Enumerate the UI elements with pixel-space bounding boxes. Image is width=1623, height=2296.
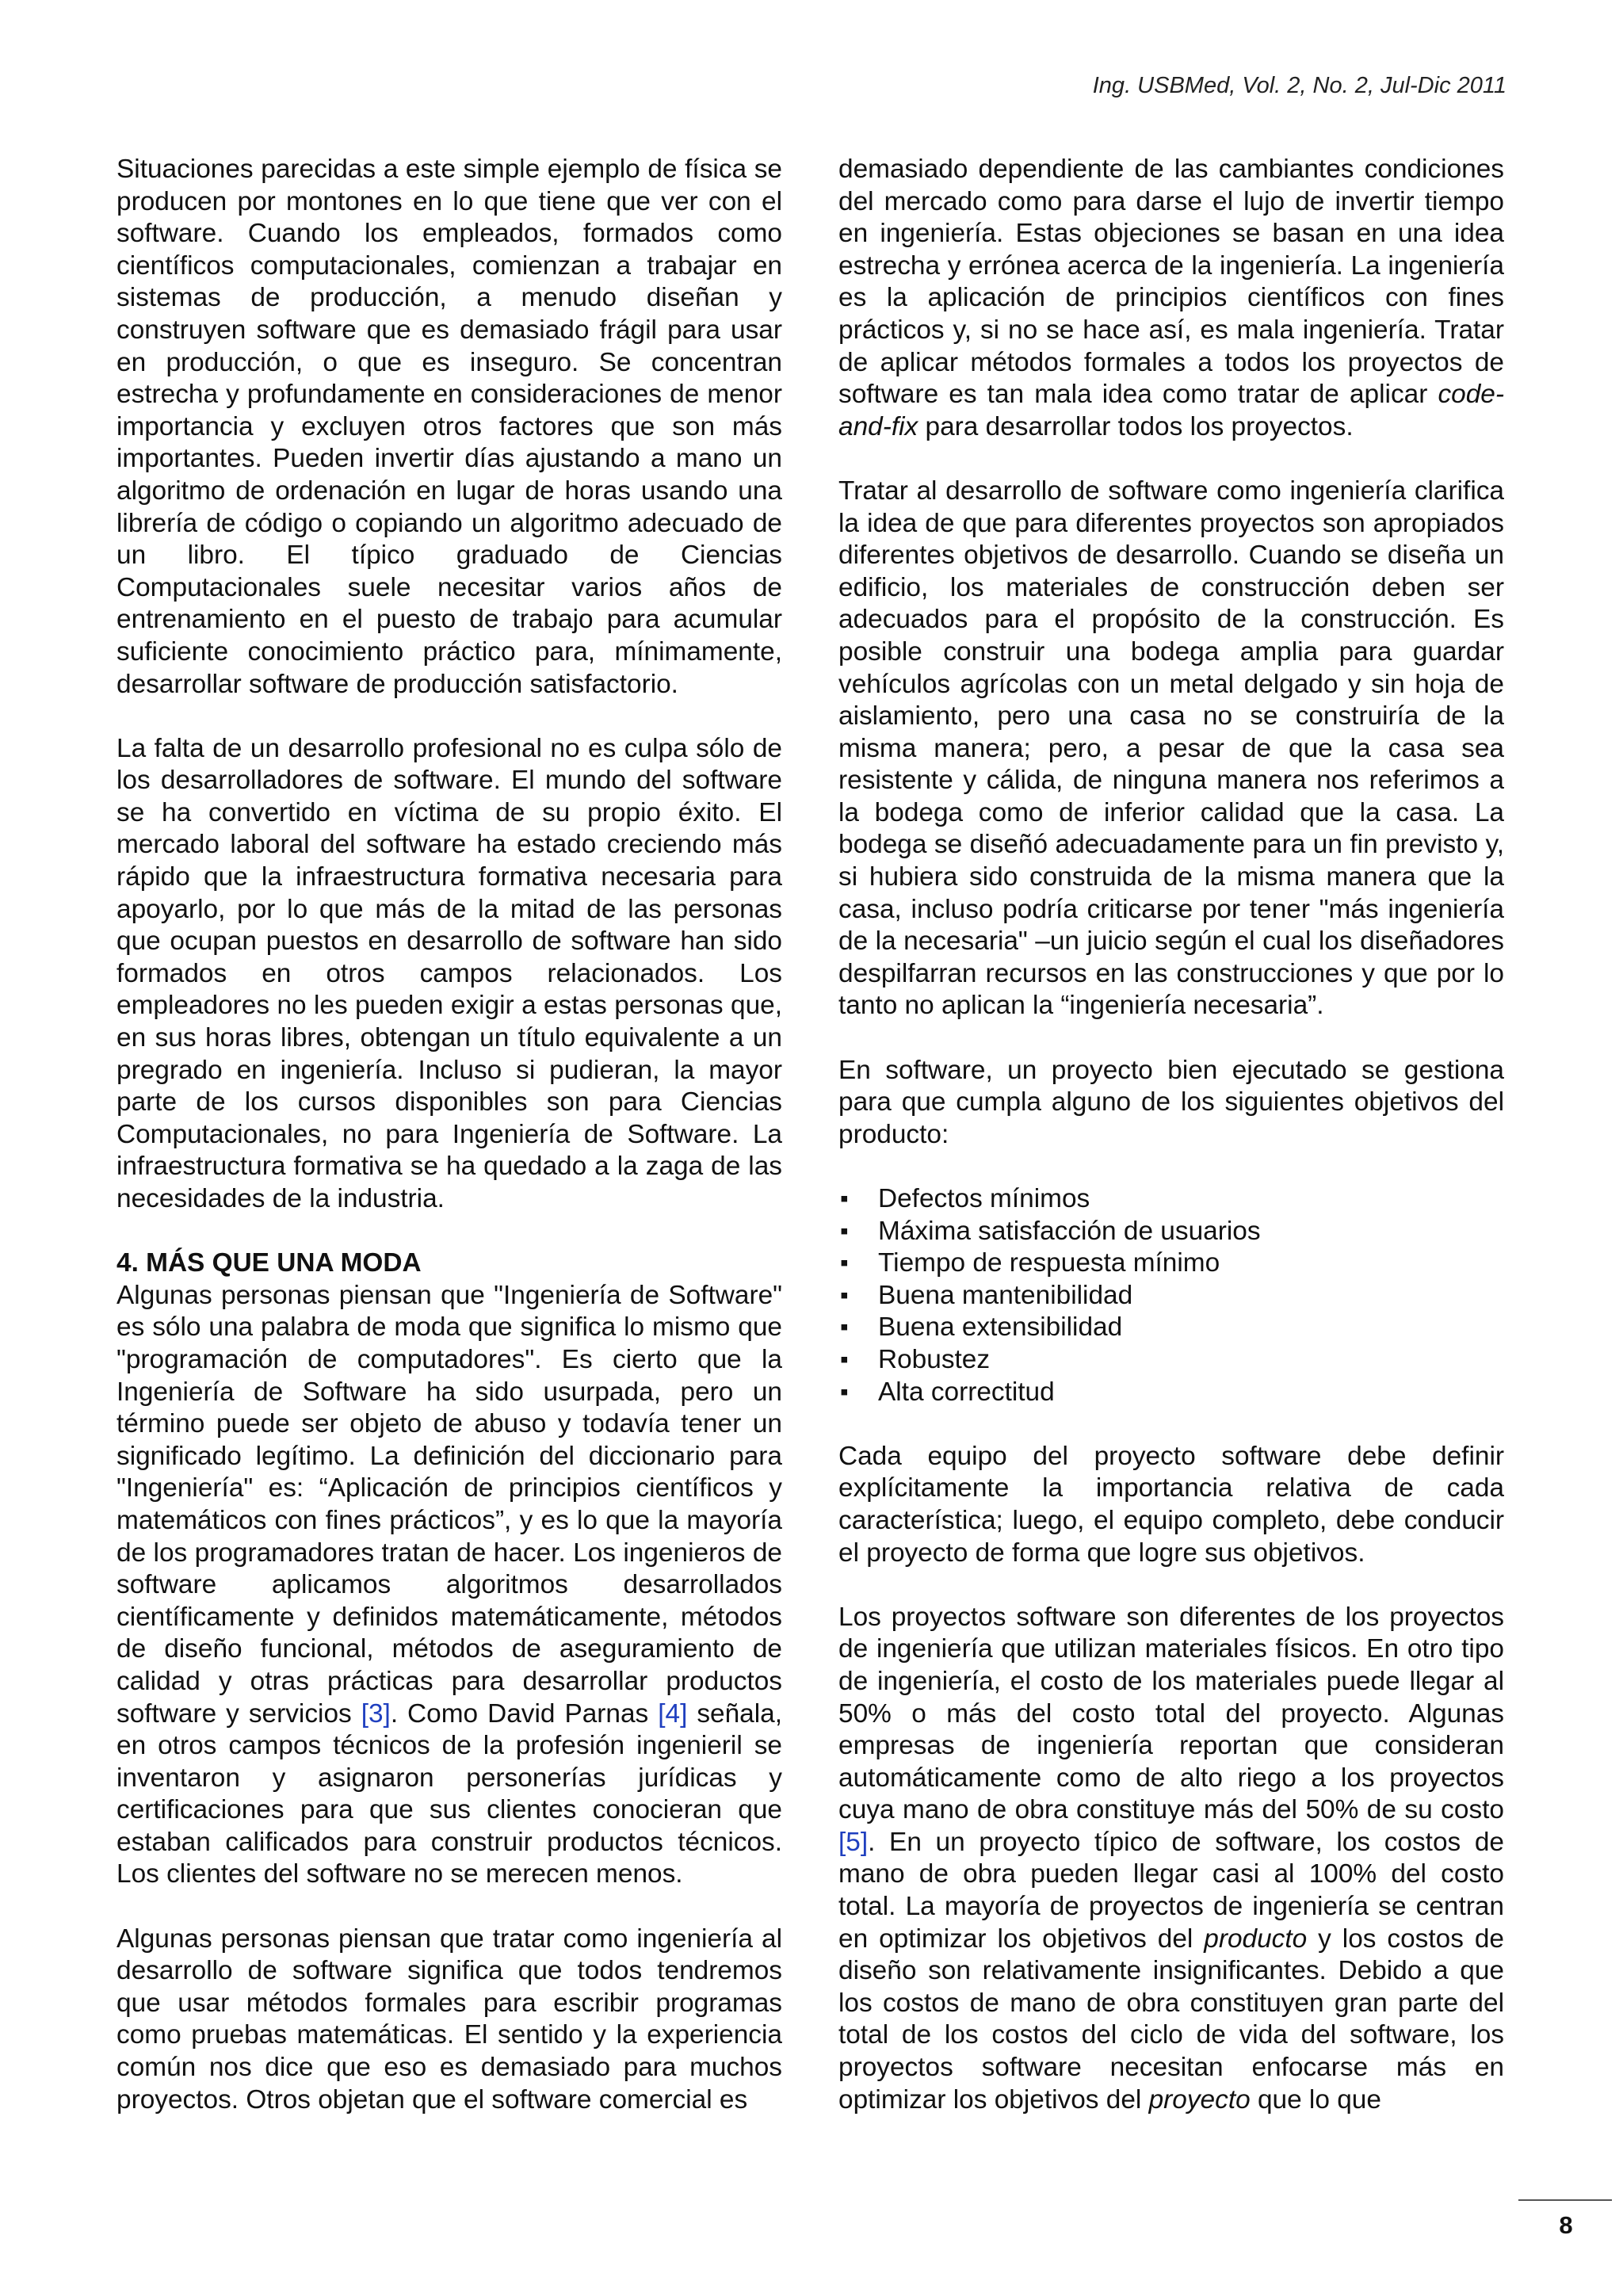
text-run: . En un proyecto típico de software, los costos de mano de obra pueden llegar casi al 100% del costo total. La mayoría de proyectos de ingeniería se centran en optimizar los objetivos del: [838, 1827, 1504, 1954]
paragraph: Algunas personas piensan que tratar como ingeniería al desarrollo de software significa que todos tendremos que usar métodos formales para escribir programas como pruebas matemáticas. El sentido y la experiencia común nos dice que eso es demasiado para muchos proyectos. Otros objetan que el software comercial es: [116, 1924, 782, 2115]
text-run: Algunas personas piensan que "Ingeniería de Software" es sólo una palabra de moda que significa lo mismo que "programación de computadores". Es cierto que la Ingeniería de Software ha sido usurpada, pero un término puede ser objeto de abuso y todavía tener un significado legítimo. La definición del diccionario para "Ingeniería" es: “Aplicación de principios científicos y matemáticos con fines prácticos”, y es lo que la mayoría de los programadores tratan de hacer. Los ingenieros de software aplicamos algoritmos desarrollados científicamente y definidos matemáticamente, métodos de diseño funcional, métodos de aseguramiento de calidad y otras prácticas para desarrollar productos software y servicios: [116, 1280, 782, 1729]
paragraph: Cada equipo del proyecto software debe definir explícitamente la importancia relativa de cada característica; luego, el equipo completo, debe conducir el proyecto de forma que logre sus objetivos.: [838, 1441, 1504, 1568]
paragraph: [838, 154, 1504, 443]
footer-rule: [1518, 2199, 1612, 2201]
paragraph: Tratar al desarrollo de software como ingeniería clarifica la idea de que para diferentes proyectos son apropiados diferentes objetivos de desarrollo. Cuando se diseña un edificio, los materiales de construcción deben ser adecuados para el propósito de la construcción. Es posible construir una bodega amplia para guardar vehículos agrícolas con un metal delgado y sin hoja de aislamiento, pero una casa no se construiría de la misma manera; pero, a pesar de que la casa sea resistente y cálida, de ninguna manera nos referimos a la bodega como de inferior calidad que la casa. La bodega se diseñó adecuadamente para un fin previsto y, si hubiera sido construida de la misma manera que la casa, incluso podría criticarse por tener "más ingeniería de la necesaria" –un juicio según el cual los diseñadores despilfarran recursos en las construcciones y que por lo tanto no aplican la “ingeniería necesaria”.: [838, 476, 1504, 1021]
list-item: ▪ Alta correctitud: [838, 1377, 1504, 1409]
paragraph: Situaciones parecidas a este simple ejemplo de física se producen por montones en lo que tiene que ver con el software. Cuando los empleados, formados como científicos computacionales, comienzan a trabajar en sistemas de producción, a menudo diseñan y construyen software que es demasiado frágil para usar en producción, o que es inseguro. Se concentran estrecha y profundamente en consideraciones de menor importancia y excluyen otros factores que son más importantes. Pueden invertir días ajustando a mano un algoritmo de ordenación en lugar de horas usando una librería de código o copiando un algoritmo adecuado de un libro. El típico graduado de Ciencias Computacionales suele necesitar varios años de entrenamiento en el puesto de trabajo para acumular suficiente conocimiento práctico para, mínimamente, desarrollar software de producción satisfactorio.: [116, 155, 782, 699]
emphasis: code-and-fix: [838, 380, 1504, 441]
list-item: ▪ Tiempo de respuesta mínimo: [838, 1247, 1504, 1280]
emphasis: producto: [1204, 1924, 1308, 1954]
paragraph: [116, 1280, 782, 1891]
text-run: señala, en otros campos técnicos de la profesión ingenieril se inventaron y asignaron personerías jurídicas y certificaciones para que sus clientes conocieran que estaban calificados para construir productos técnicos. Los clientes del software no se merecen menos.: [116, 1698, 782, 1889]
paragraph: La falta de un desarrollo profesional no es culpa sólo de los desarrolladores de software. El mundo del software se ha convertido en víctima de su propio éxito. El mercado laboral del software ha estado creciendo más rápido que la infraestructura formativa necesaria para apoyarlo, por lo que más de la mitad de las personas que ocupan puestos en desarrollo de software han sido formados en otros campos relacionados. Los empleadores no les pueden exigir a estas personas que, en sus horas libres, obtengan un título equivalente a un pregrado en ingeniería. Incluso si pudieran, la mayor parte de los cursos disponibles son para Ciencias Computacionales, no para Ingeniería de Software. La infraestructura formativa se ha quedado a la zaga de las necesidades de la industria.: [116, 733, 782, 1213]
right-column: [838, 154, 1504, 2116]
page-number: 8: [1559, 2211, 1573, 2239]
citation-link[interactable]: [4]: [658, 1698, 688, 1729]
text-run: y los costos de diseño son relativamente insignificantes. Debido a que los costos de mano de obra constituyen gran parte del total de los costos del ciclo de vida del software, los proyectos software necesitan enfocarse más en optimizar los objetivos del: [838, 1924, 1504, 2115]
text-run: Los proyectos software son diferentes de los proyectos de ingeniería que utilizan materiales físicos. En otro tipo de ingeniería, el costo de los materiales puede llegar al 50% o más del costo total del proyecto. Algunas empresas de ingeniería reportan que consideran automáticamente como de alto riego a los proyectos cuya mano de obra constituye más del 50% de su costo: [838, 1602, 1504, 1825]
list-item: ▪ Buena mantenibilidad: [838, 1280, 1504, 1312]
list-item: ▪ Máxima satisfacción de usuarios: [838, 1216, 1504, 1248]
paragraph: [838, 1602, 1504, 2117]
list-item: ▪ Buena extensibilidad: [838, 1312, 1504, 1344]
left-column: [116, 154, 782, 2116]
text-run: demasiado dependiente de las cambiantes condiciones del mercado como para darse el lujo de invertir tiempo en ingeniería. Estas objeciones se basan en una idea estrecha y errónea acerca de la ingeniería. La ingeniería es la aplicación de principios científicos con fines prácticos y, si no se hace así, es mala ingeniería. Tratar de aplicar métodos formales a todos los proyectos de software es tan mala idea como tratar de aplicar: [838, 155, 1504, 410]
citation-link[interactable]: [5]: [838, 1827, 869, 1857]
text-run: para desarrollar todos los proyectos.: [918, 411, 1354, 441]
section-heading: 4. MÁS QUE UNA MODA: [116, 1248, 422, 1278]
paragraph: En software, un proyecto bien ejecutado se gestiona para que cumpla alguno de los siguientes objetivos del producto:: [838, 1055, 1504, 1149]
citation-link[interactable]: [3]: [361, 1698, 391, 1729]
list-item: ▪ Robustez: [838, 1344, 1504, 1377]
running-header: Ing. USBMed, Vol. 2, No. 2, Jul-Dic 2011: [1092, 73, 1507, 98]
emphasis: proyecto: [1148, 2084, 1251, 2115]
list-item: ▪ Defectos mínimos: [838, 1183, 1504, 1216]
text-run: . Como David Parnas: [390, 1698, 659, 1729]
text-run: que lo que: [1250, 2084, 1381, 2115]
objectives-list: [838, 1183, 1504, 1408]
